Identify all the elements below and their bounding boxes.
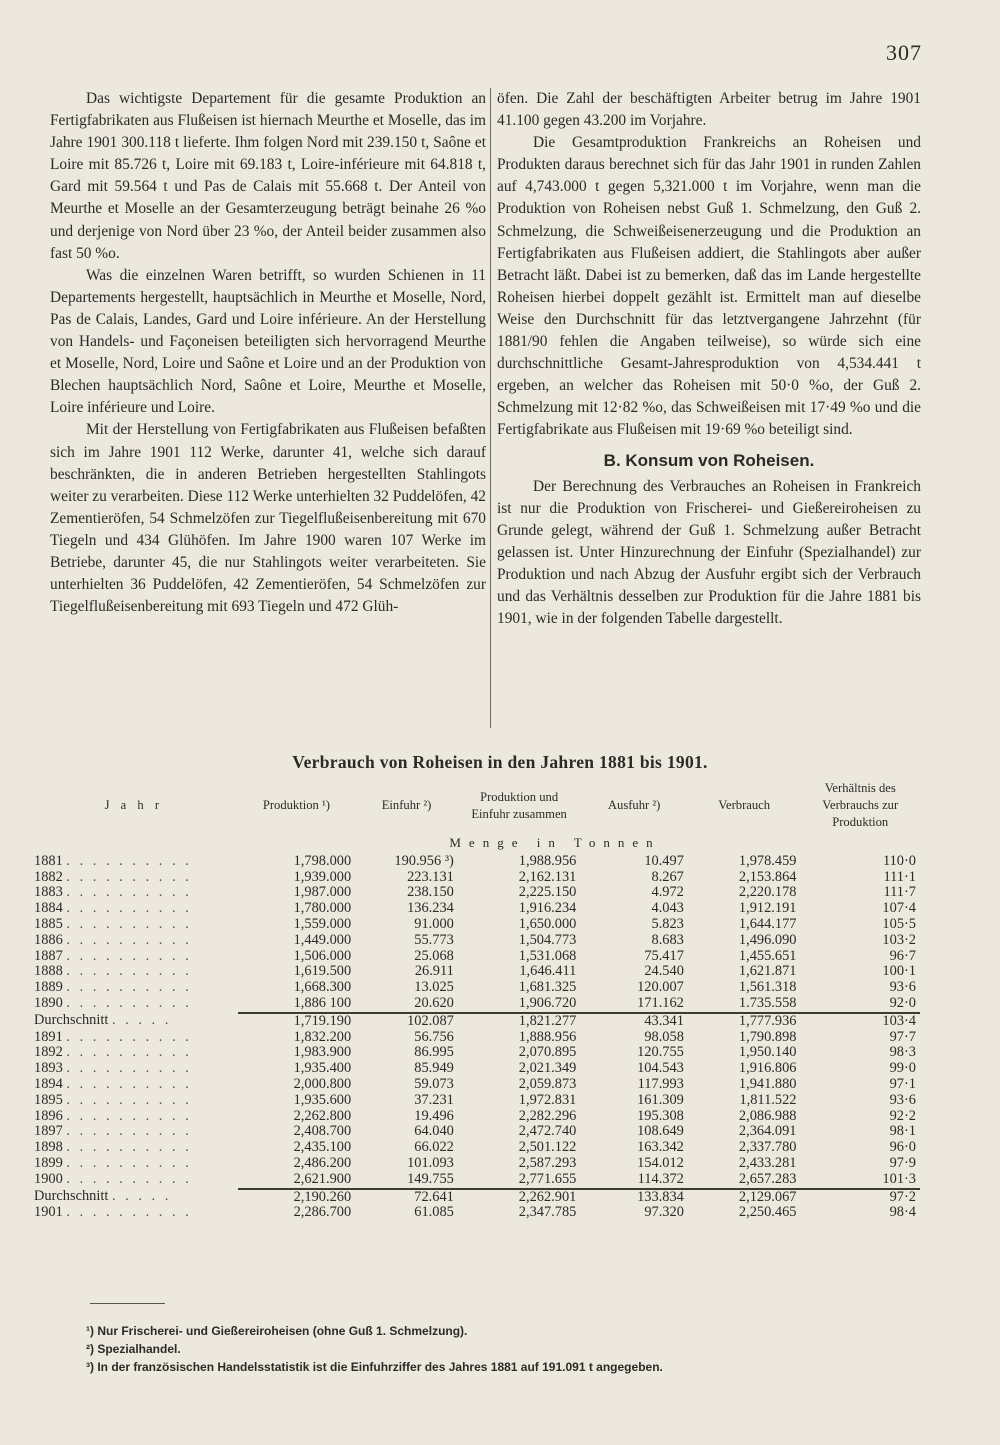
leader-dots: . . . . . . . . . .: [66, 900, 192, 917]
produktion-einfuhr-cell: 2,771.655: [518, 1170, 577, 1187]
ausfuhr-cell: 97.320: [644, 1204, 684, 1221]
leader-dots: . . . . . . . . . .: [66, 915, 192, 932]
verbrauch-cell: 1,978.459: [738, 852, 797, 869]
year-label: 1882: [34, 868, 63, 885]
table-row: [30, 949, 920, 965]
ausfuhr-cell: 163.342: [637, 1139, 684, 1156]
verhaeltnis-cell: 97·1: [889, 1075, 916, 1092]
produktion-einfuhr-cell: 1,821.277: [458, 1013, 581, 1030]
produktion-cell: 2,621.900: [293, 1170, 352, 1187]
verhaeltnis-cell: 99·0: [889, 1060, 916, 1077]
verhaeltnis-cell: 101·3: [882, 1170, 916, 1187]
leader-dots: . . . . . . . . . .: [66, 979, 192, 996]
table-row: [30, 964, 920, 980]
leader-dots: . . . . . . . . . .: [66, 884, 192, 901]
produktion-einfuhr-cell: 2,472.740: [518, 1123, 577, 1140]
unit-row: [30, 831, 920, 854]
leader-dots: . . . . . . . . . .: [66, 1075, 192, 1092]
year-cell: [30, 901, 238, 917]
table-row: [30, 1109, 920, 1125]
footnote-3: ³) In der französischen Handelsstatistik ist die Einfuhrziffer des Jahres 1881 auf 191.091 t angegeben.: [86, 1360, 663, 1374]
table-row: [30, 996, 920, 1013]
verbrauch-cell: 2,153.864: [738, 868, 797, 885]
produktion-einfuhr-cell: 2,162.131: [518, 868, 577, 885]
verhaeltnis-cell: 110·0: [882, 852, 916, 869]
leader-dots: . . . . . . . . . .: [66, 1123, 192, 1140]
verhaeltnis-cell: 98·1: [889, 1123, 916, 1140]
year-cell: [30, 1093, 238, 1109]
ausfuhr-cell: 154.012: [637, 1154, 684, 1171]
table-row: [30, 1045, 920, 1061]
table-row: [30, 917, 920, 933]
einfuhr-cell: 13.025: [414, 979, 454, 996]
left-paragraph-3: Mit der Herstellung von Fertigfabrikaten aus Flußeisen befaßten sich im Jahre 1901 112 Werke, darunter 41, welche sich darauf beschränkten, die in anderen Betrieben hergestellten Stahlingots weiter zu verarbeiten. Diese 112 Werke unterhielten 32 Puddelöfen, 42 Zementieröfen, 54 Schmelzöfen zur Tiegelflußeisenbereitung mit 670 Tiegeln und 434 Glühöfen. Im Jahre 1900 waren 107 Werke im Betriebe, darunter 45, die nur Stahlingots weiter verarbeiteten. Sie unterhielten 36 Puddelöfen, 42 Zementieröfen, 54 Schmelzöfen zur Tiegelflußeisenbereitung mit 693 Tiegeln und 472 Glüh-: [50, 421, 486, 616]
ausfuhr-cell: 75.417: [644, 947, 684, 964]
produktion-cell: 1,449.000: [293, 931, 352, 948]
einfuhr-cell: 190.956 ³): [394, 852, 454, 869]
year-label: 1898: [34, 1139, 63, 1156]
average-row: [30, 1013, 920, 1030]
einfuhr-cell: 149.755: [407, 1170, 454, 1187]
leader-dots: . . . . . . . . . .: [66, 947, 192, 964]
produktion-einfuhr-cell: 1,504.773: [518, 931, 577, 948]
produktion-cell: 2,486.200: [293, 1154, 352, 1171]
ausfuhr-cell: 114.372: [637, 1170, 684, 1187]
table-row: [30, 1124, 920, 1140]
year-label: 1901: [34, 1204, 63, 1221]
year-label: 1888: [34, 963, 63, 980]
produktion-cell: 1,935.600: [293, 1091, 352, 1108]
ausfuhr-cell: 4.972: [651, 884, 684, 901]
verbrauch-cell: 1,916.806: [738, 1060, 797, 1077]
produktion-einfuhr-cell: 2,070.895: [518, 1044, 577, 1061]
produktion-cell: 1,668.300: [293, 979, 352, 996]
produktion-einfuhr-cell: 1,906.720: [518, 994, 577, 1011]
produktion-einfuhr-cell: 2,501.122: [518, 1139, 577, 1156]
year-label: 1885: [34, 915, 63, 932]
produktion-cell: 1,939.000: [293, 868, 352, 885]
einfuhr-cell: 101.093: [407, 1154, 454, 1171]
year-label: 1900: [34, 1171, 63, 1188]
table-row: [30, 854, 920, 870]
einfuhr-cell: 59.073: [414, 1075, 454, 1092]
ausfuhr-cell: 4.043: [651, 900, 684, 917]
verbrauch-cell: 1,621.871: [738, 963, 797, 980]
verhaeltnis-cell: 93·6: [889, 1091, 916, 1108]
leader-dots: . . . . . . . . . .: [66, 1060, 192, 1077]
year-cell: [30, 933, 238, 949]
verbrauch-cell: 2,250.465: [738, 1204, 797, 1221]
year-label: 1887: [34, 947, 63, 964]
einfuhr-cell: 91.000: [414, 915, 454, 932]
verhaeltnis-cell: 92·2: [889, 1107, 916, 1124]
produktion-cell: 1,798.000: [293, 852, 352, 869]
year-cell: [30, 1045, 238, 1061]
verbrauch-cell: 1,811.522: [739, 1091, 797, 1108]
average-row: [30, 1189, 920, 1206]
ausfuhr-cell: 133.834: [580, 1189, 688, 1206]
header-einfuhr: Einfuhr ²): [381, 798, 432, 812]
verbrauch-cell: 1,561.318: [738, 979, 797, 996]
ausfuhr-cell: 98.058: [644, 1028, 684, 1045]
page-number: 307: [886, 40, 922, 65]
table-row: [30, 1172, 920, 1189]
year-cell: [30, 949, 238, 965]
average-label: [30, 1189, 238, 1206]
leader-dots: . . . . . . . . . .: [66, 1154, 192, 1171]
year-cell: [30, 917, 238, 933]
year-cell: [30, 885, 238, 901]
produktion-cell: 1,983.900: [293, 1044, 352, 1061]
year-cell: [30, 980, 238, 996]
year-label: 1889: [34, 979, 63, 996]
year-label: 1883: [34, 884, 63, 901]
produktion-einfuhr-cell: 1,646.411: [519, 963, 577, 980]
leader-dots: . . . . . . . . . .: [66, 1091, 192, 1108]
produktion-einfuhr-cell: 2,347.785: [518, 1204, 577, 1221]
produktion-cell: 1,832.200: [293, 1028, 352, 1045]
year-label: 1881: [34, 852, 63, 869]
year-label: 1899: [34, 1154, 63, 1171]
year-label: 1892: [34, 1044, 63, 1061]
table-header-row: [30, 780, 920, 831]
verhaeltnis-cell: 107·4: [882, 900, 916, 917]
einfuhr-cell: 61.085: [414, 1204, 454, 1221]
ausfuhr-cell: 8.267: [651, 868, 684, 885]
einfuhr-cell: 19.496: [414, 1107, 454, 1124]
table-row: [30, 933, 920, 949]
einfuhr-cell: 238.150: [407, 884, 454, 901]
verbrauch-cell: 2,657.283: [738, 1170, 797, 1187]
consumption-table: [30, 780, 920, 1221]
produktion-einfuhr-cell: 1,531.068: [518, 947, 577, 964]
leader-dots: . . . . .: [111, 1188, 172, 1205]
header-year: J a h r: [104, 798, 164, 812]
einfuhr-cell: 25.068: [414, 947, 454, 964]
verbrauch-cell: 1,644.177: [738, 915, 797, 932]
footnotes: [86, 1322, 906, 1376]
section-heading: B. Konsum von Roheisen.: [603, 450, 815, 470]
verbrauch-cell: 1.735.558: [738, 994, 797, 1011]
produktion-cell: 1,506.000: [293, 947, 352, 964]
verbrauch-cell: 2,086.988: [738, 1107, 797, 1124]
table-row: [30, 1156, 920, 1172]
year-label: 1893: [34, 1060, 63, 1077]
einfuhr-cell: 136.234: [407, 900, 454, 917]
year-cell: [30, 1172, 238, 1189]
produktion-einfuhr-cell: 1,988.956: [518, 852, 577, 869]
ausfuhr-cell: 161.309: [637, 1091, 684, 1108]
footnote-1: ¹) Nur Frischerei- und Gießereiroheisen (ohne Guß 1. Schmelzung).: [86, 1324, 468, 1338]
produktion-einfuhr-cell: 2,587.293: [518, 1154, 577, 1171]
produktion-cell: 1,987.000: [293, 884, 352, 901]
ausfuhr-cell: 5.823: [651, 915, 684, 932]
produktion-cell: 2,435.100: [293, 1139, 352, 1156]
einfuhr-cell: 20.620: [414, 994, 454, 1011]
ausfuhr-cell: 195.308: [637, 1107, 684, 1124]
produktion-cell: 2,286.700: [293, 1204, 352, 1221]
table-row: [30, 1205, 920, 1221]
einfuhr-cell: 55.773: [414, 931, 454, 948]
einfuhr-cell: 223.131: [407, 868, 454, 885]
leader-dots: . . . . . . . . . .: [66, 1204, 192, 1221]
year-label: 1886: [34, 931, 63, 948]
produktion-cell: 1,559.000: [293, 915, 352, 932]
einfuhr-cell: 37.231: [414, 1091, 454, 1108]
verhaeltnis-cell: 97·2: [800, 1189, 920, 1206]
year-label: 1884: [34, 900, 63, 917]
table-row: [30, 980, 920, 996]
verhaeltnis-cell: 98·4: [889, 1204, 916, 1221]
leader-dots: . . . . . . . . . .: [66, 963, 192, 980]
einfuhr-cell: 86.995: [414, 1044, 454, 1061]
year-cell: [30, 1109, 238, 1125]
table-row: [30, 1030, 920, 1046]
header-ausfuhr: Ausfuhr ²): [607, 798, 661, 812]
footnote-2: ²) Spezialhandel.: [86, 1342, 181, 1356]
year-cell: [30, 1061, 238, 1077]
table-row: [30, 1140, 920, 1156]
year-label: 1894: [34, 1075, 63, 1092]
verhaeltnis-cell: 96·0: [889, 1139, 916, 1156]
produktion-einfuhr-cell: 2,021.349: [518, 1060, 577, 1077]
einfuhr-cell: 66.022: [414, 1139, 454, 1156]
header-produktion-einfuhr: Produktion und Einfuhr zusammen: [471, 789, 567, 821]
year-cell: [30, 1156, 238, 1172]
leader-dots: . . . . . . . . . .: [66, 1044, 192, 1061]
produktion-einfuhr-cell: 2,059.873: [518, 1075, 577, 1092]
produktion-cell: 1,619.500: [293, 963, 352, 980]
verbrauch-cell: 2,220.178: [738, 884, 797, 901]
leader-dots: . . . . . . . . . .: [66, 852, 192, 869]
einfuhr-cell: 72.641: [355, 1189, 458, 1206]
average-label: [30, 1013, 238, 1030]
leader-dots: . . . . . . . . . .: [66, 931, 192, 948]
produktion-einfuhr-cell: 1,888.956: [518, 1028, 577, 1045]
section-paragraph: Der Berechnung des Verbrauches an Roheisen in Frankreich ist nur die Produktion von Frischerei- und Gießereiroheisen zu Grunde gelegt, während der Guß 1. Schmelzung außer Betracht gelassen ist. Unter Hinzurechnung der Einfuhr (Spezialhandel) zur Produktion und nach Abzug der Ausfuhr ergibt sich der Verbrauch und das Verhältnis desselben zur Produktion für die Jahre 1881 bis 1901, wie in der folgenden Tabelle dargestellt.: [497, 477, 921, 628]
verhaeltnis-cell: 97·9: [889, 1154, 916, 1171]
verhaeltnis-cell: 100·1: [882, 963, 916, 980]
produktion-cell: 2,262.800: [293, 1107, 352, 1124]
year-label: 1895: [34, 1091, 63, 1108]
table-title: Verbrauch von Roheisen in den Jahren 1881 bis 1901.: [292, 752, 708, 772]
ausfuhr-cell: 8.683: [651, 931, 684, 948]
leader-dots: . . . . . . . . . .: [66, 868, 192, 885]
verbrauch-cell: 1,941.880: [738, 1075, 797, 1092]
year-label: 1896: [34, 1107, 63, 1124]
einfuhr-cell: 85.949: [414, 1060, 454, 1077]
produktion-einfuhr-cell: 1,681.325: [518, 979, 577, 996]
table-row: [30, 870, 920, 886]
ausfuhr-cell: 120.007: [637, 979, 684, 996]
verhaeltnis-cell: 98·3: [889, 1044, 916, 1061]
year-cell: [30, 870, 238, 886]
header-verhaeltnis: Verhältnis des Verbrauchs zur Produktion: [822, 781, 899, 829]
einfuhr-cell: 64.040: [414, 1123, 454, 1140]
leader-dots: . . . . . . . . . .: [66, 1139, 192, 1156]
year-cell: [30, 964, 238, 980]
verhaeltnis-cell: 111·1: [883, 868, 916, 885]
einfuhr-cell: 102.087: [355, 1013, 458, 1030]
year-cell: [30, 996, 238, 1013]
leader-dots: . . . . . . . . . .: [66, 1107, 192, 1124]
leader-dots: . . . . . . . . . .: [66, 1028, 192, 1045]
produktion-einfuhr-cell: 2,225.150: [518, 884, 577, 901]
verbrauch-cell: 1,455.651: [738, 947, 797, 964]
year-label: 1897: [34, 1123, 63, 1140]
header-verbrauch: Verbrauch: [718, 798, 771, 812]
verbrauch-cell: 1,790.898: [738, 1028, 797, 1045]
year-label: 1890: [34, 995, 63, 1012]
verbrauch-cell: 2,337.780: [738, 1139, 797, 1156]
produktion-cell: 1,719.190: [238, 1013, 356, 1030]
column-divider: [490, 88, 491, 728]
verhaeltnis-cell: 105·5: [882, 915, 916, 932]
einfuhr-cell: 56.756: [414, 1028, 454, 1045]
verbrauch-cell: 2,364.091: [738, 1123, 797, 1140]
produktion-einfuhr-cell: 2,262.901: [458, 1189, 581, 1206]
table-row: [30, 1093, 920, 1109]
leader-dots: . . . . . . . . . .: [66, 1171, 192, 1188]
year-label: Durchschnitt: [34, 1012, 109, 1029]
verhaeltnis-cell: 103·2: [882, 931, 916, 948]
verhaeltnis-cell: 93·6: [889, 979, 916, 996]
year-cell: [30, 1124, 238, 1140]
year-label: 1891: [34, 1028, 63, 1045]
verbrauch-cell: 1,912.191: [738, 900, 797, 917]
produktion-einfuhr-cell: 1,916.234: [518, 900, 577, 917]
verhaeltnis-cell: 92·0: [889, 994, 916, 1011]
verbrauch-cell: 2,129.067: [688, 1189, 801, 1206]
produktion-cell: 2,000.800: [293, 1075, 352, 1092]
left-column: [50, 88, 486, 618]
produktion-cell: 1,886 100: [293, 994, 352, 1011]
leader-dots: . . . . .: [111, 1012, 172, 1029]
einfuhr-cell: 26.911: [414, 963, 454, 980]
verhaeltnis-cell: 97·7: [889, 1028, 916, 1045]
table-row: [30, 1077, 920, 1093]
verhaeltnis-cell: 103·4: [800, 1013, 920, 1030]
ausfuhr-cell: 24.540: [644, 963, 684, 980]
produktion-einfuhr-cell: 2,282.296: [518, 1107, 577, 1124]
produktion-einfuhr-cell: 1,972.831: [518, 1091, 577, 1108]
ausfuhr-cell: 43.341: [580, 1013, 688, 1030]
verbrauch-cell: 1,496.090: [738, 931, 797, 948]
year-cell: [30, 1030, 238, 1046]
produktion-cell: 2,408.700: [293, 1123, 352, 1140]
produktion-cell: 2,190.260: [238, 1189, 356, 1206]
ausfuhr-cell: 104.543: [637, 1060, 684, 1077]
table-body: [30, 831, 920, 1221]
verhaeltnis-cell: 96·7: [889, 947, 916, 964]
ausfuhr-cell: 120.755: [637, 1044, 684, 1061]
left-paragraph-2: Was die einzelnen Waren betrifft, so wurden Schienen in 11 Departements hergestellt, hauptsächlich in Meurthe et Moselle, Nord, Pas de Calais, Landes, Gard und Loire inférieure. An der Herstellung von Handels- und Façoneisen beteiligten sich hervorragend Meurthe et Moselle, Nord, Loire und Saône et Loire und an der Produktion von Blechen hauptsächlich Nord, Saône et Loire, Meurthe et Moselle, Loire inférieure und Loire.: [50, 266, 486, 417]
ausfuhr-cell: 117.993: [637, 1075, 684, 1092]
ausfuhr-cell: 108.649: [637, 1123, 684, 1140]
table-row: [30, 1061, 920, 1077]
ausfuhr-cell: 10.497: [644, 852, 684, 869]
unit-label: Menge in Tonnen: [449, 835, 661, 850]
ausfuhr-cell: 171.162: [637, 994, 684, 1011]
year-cell: [30, 854, 238, 870]
verbrauch-cell: 2,433.281: [738, 1154, 797, 1171]
year-cell: [30, 1205, 238, 1221]
verhaeltnis-cell: 111·7: [883, 884, 916, 901]
header-produktion: Produktion ¹): [262, 798, 330, 812]
right-paragraph-1: öfen. Die Zahl der beschäftigten Arbeiter betrug im Jahre 1901 41.100 gegen 43.200 im Vorjahre.: [497, 90, 921, 130]
verbrauch-cell: 1,777.936: [688, 1013, 801, 1030]
produktion-einfuhr-cell: 1,650.000: [518, 915, 577, 932]
table-row: [30, 885, 920, 901]
left-paragraph-1: Das wichtigste Departement für die gesamte Produktion an Fertigfabrikaten aus Flußeisen ist hiernach Meurthe et Moselle, das im Jahre 1901 300.118 t lieferte. Ihm folgen Nord mit 239.150 t, Saône et Loire mit 85.726 t, Loire mit 69.183 t, Loire-inférieure mit 64.818 t, Gard mit 59.564 t und Pas de Calais mit 55.668 t. Der Anteil von Meurthe et Moselle an der Gesamterzeugung beträgt beinahe 26 %o und derjenige von Nord über 23 %o, der Anteil beider zusammen also fast 50 %o.: [50, 90, 486, 262]
year-label: Durchschnitt: [34, 1188, 109, 1205]
right-column: [497, 88, 921, 630]
produktion-cell: 1,780.000: [293, 900, 352, 917]
year-cell: [30, 1077, 238, 1093]
leader-dots: . . . . . . . . . .: [66, 995, 192, 1012]
produktion-cell: 1,935.400: [293, 1060, 352, 1077]
table-row: [30, 901, 920, 917]
footnote-rule: [90, 1303, 165, 1304]
right-paragraph-2: Die Gesamtproduktion Frankreichs an Roheisen und Produkten daraus berechnet sich für das Jahr 1901 in runden Zahlen auf 4,743.000 t gegen 5,321.000 t im Vorjahre, wenn man die Produktion von Roheisen nebst Guß 1. Schmelzung, den Guß 2. Schmelzung, die Schweißeisenerzeugung und die Produktion an Fertigfabrikaten aus Flußeisen addiert, die Stahlingots aber außer Betracht läßt. Dabei ist zu bemerken, daß das im Lande hergestellte Roheisen hierbei doppelt gezählt ist. Ermittelt man auf dieselbe Weise den Durchschnitt für das letztvergangene Jahrzehnt (für 1881/90 fehlen die Angaben teilweise), so würde sich eine durchschnittliche Gesamt-Jahresproduktion von 4,534.441 t ergeben, an welcher das Roheisen mit 50·0 %o, der Guß 2. Schmelzung mit 12·82 %o, das Schweißeisen mit 17·49 %o und die Fertigfabrikate aus Flußeisen mit 19·69 %o beteiligt sind.: [497, 134, 921, 439]
verbrauch-cell: 1,950.140: [738, 1044, 797, 1061]
year-cell: [30, 1140, 238, 1156]
